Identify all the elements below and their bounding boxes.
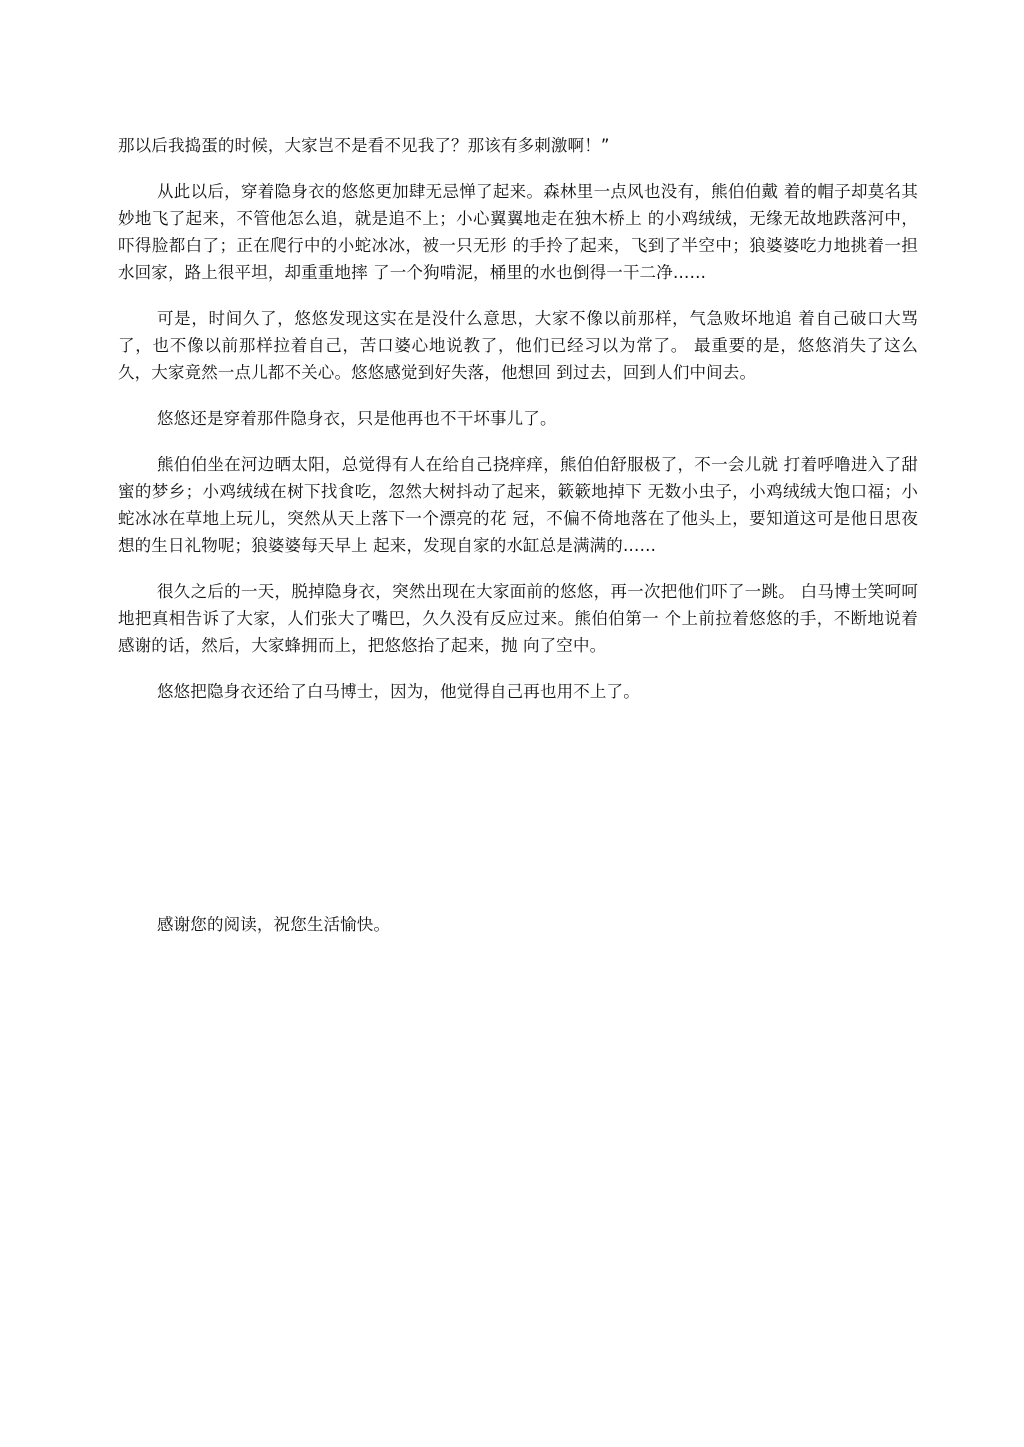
paragraph-2: 从此以后，穿着隐身衣的悠悠更加肆无忌惮了起来。森林里一点风也没有，熊伯伯戴 着的帽子却莫名其妙地飞了起来，不管他怎么追，就是追不上；小心翼翼地走在独木桥上 的小鸡绒绒，无缘无故地跌落河中，吓得脸都白了；正在爬行中的小蛇冰冰，被一只无形 的手拎了起来，飞到了半空中；狼婆婆吃力地挑着一担水回家，路上很平坦，却重重地摔 了一个狗啃泥，桶里的水也倒得一干二净…… xyxy=(118,182,918,282)
document-body xyxy=(118,132,918,705)
paragraph-4: 悠悠还是穿着那件隐身衣，只是他再也不干坏事儿了。 xyxy=(157,409,557,428)
closing-line: 感谢您的阅读，祝您生活愉快。 xyxy=(157,915,391,934)
paragraph-5: 熊伯伯坐在河边晒太阳，总觉得有人在给自己挠痒痒，熊伯伯舒服极了，不一会儿就 打着呼噜进入了甜蜜的梦乡；小鸡绒绒在树下找食吃，忽然大树抖动了起来，簌簌地掉下 无数小虫子，小鸡绒绒大饱口福；小蛇冰冰在草地上玩儿，突然从天上落下一个漂亮的花 冠，不偏不倚地落在了他头上，要知道这可是他日思夜想的生日礼物呢；狼婆婆每天早上 起来，发现自家的水缸总是满满的…… xyxy=(118,455,918,555)
paragraph-1: 那以后我捣蛋的时候，大家岂不是看不见我了？那该有多刺激啊！” xyxy=(118,136,610,155)
paragraph-6: 很久之后的一天，脱掉隐身衣，突然出现在大家面前的悠悠，再一次把他们吓了一跳。 白马博士笑呵呵地把真相告诉了大家，人们张大了嘴巴，久久没有反应过来。熊伯伯第一 个上前拉着悠悠的手，不断地说着感谢的话，然后，大家蜂拥而上，把悠悠抬了起来，抛 向了空中。 xyxy=(118,582,918,655)
paragraph-3: 可是，时间久了，悠悠发现这实在是没什么意思，大家不像以前那样，气急败坏地追 着自己破口大骂了，也不像以前那样拉着自己，苦口婆心地说教了，他们已经习以为常了。 最重要的是，悠悠消失了这么久，大家竟然一点儿都不关心。悠悠感觉到好失落，他想回 到过去，回到人们中间去。 xyxy=(118,309,918,382)
paragraph-7: 悠悠把隐身衣还给了白马博士，因为，他觉得自己再也用不上了。 xyxy=(157,682,640,701)
